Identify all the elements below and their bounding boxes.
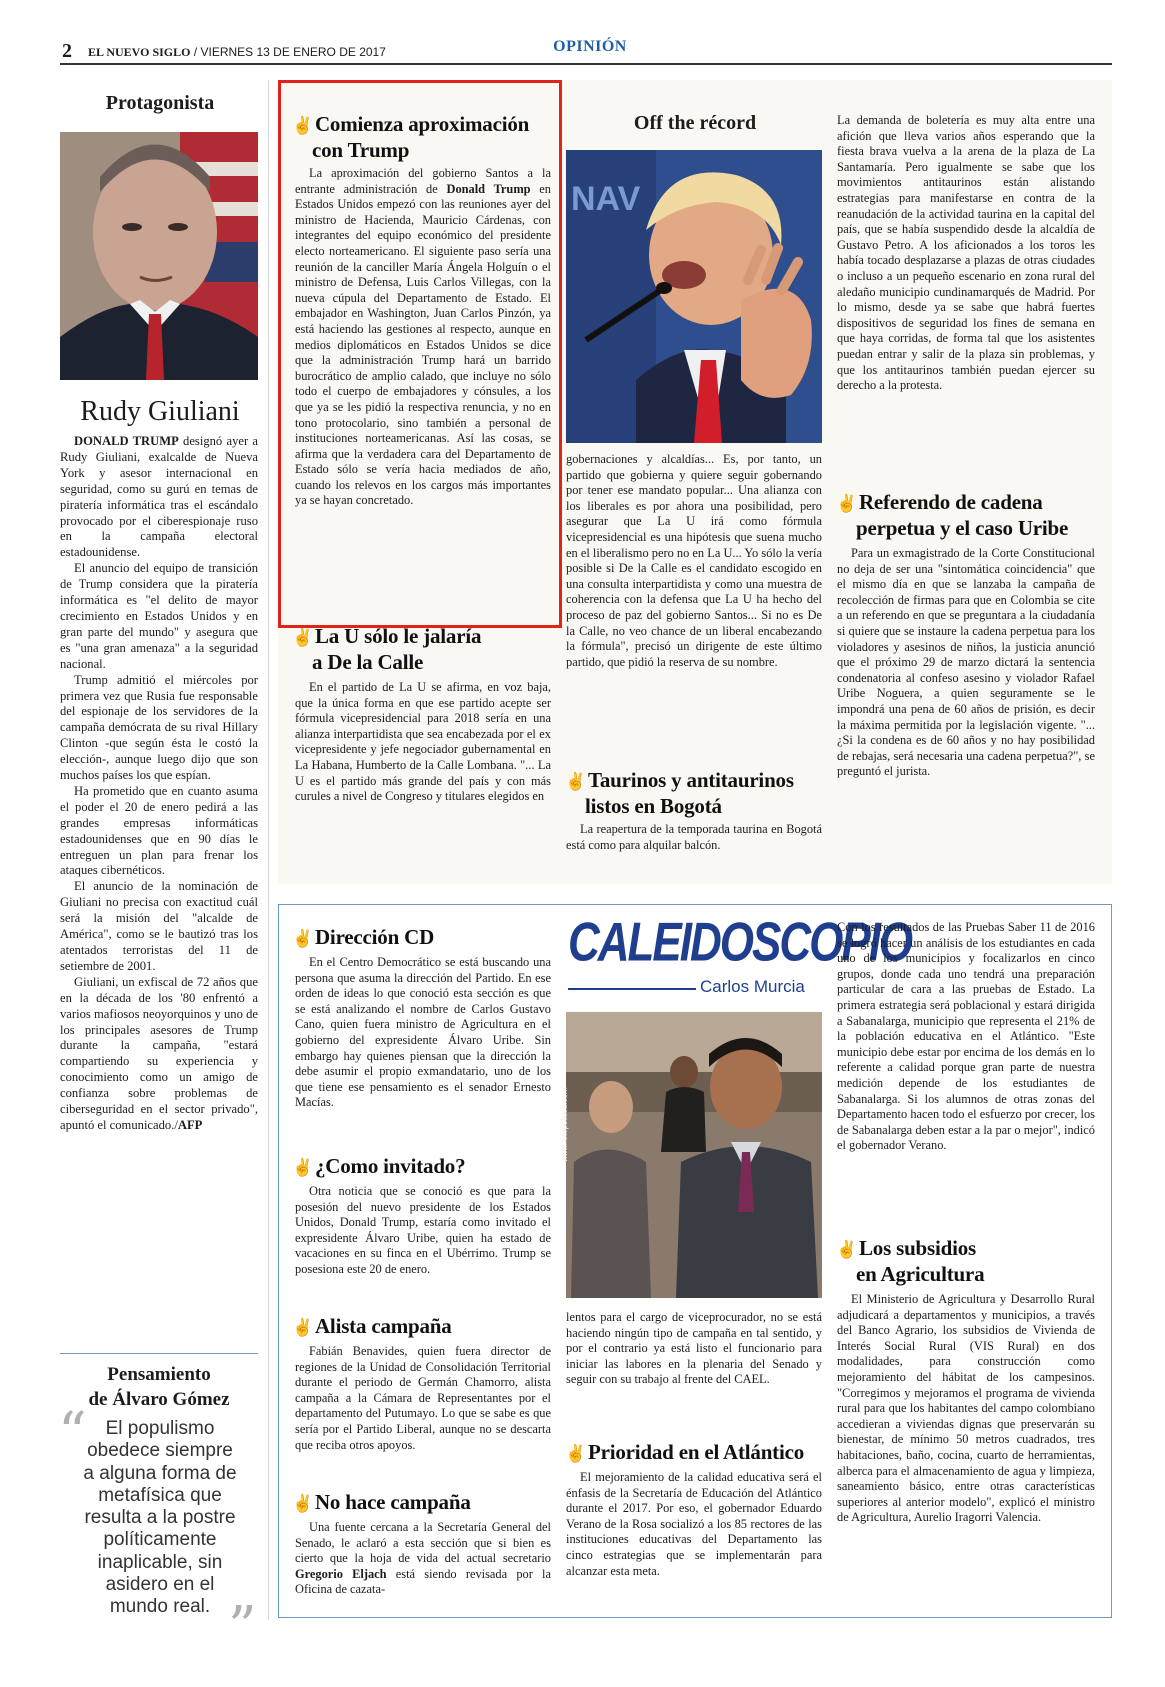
trump-photo: [566, 150, 822, 443]
alista-body: [295, 1344, 551, 1453]
direccion-title-l1: Dirección CD: [314, 925, 435, 949]
no-hace-text: lentos para el cargo de viceprocurador, no se está haciendo ningún tipo de campaña en tal sentido, y por el contrario ya está listo el funcionario para iniciar las labores en la plenaria del Senado y seguir con su trabajo al frente del CAEL.: [566, 1310, 822, 1387]
protagonista-paragraph: Ha prometido que en cuanto asuma el poder el 20 de enero pedirá a las grandes empresas informáticas estadounidenses que en 90 días le entreguen un plan para frenar los ataques cibernéticos.: [60, 783, 258, 878]
aproximacion-text: La aproximación del gobierno Santos a la entrante administración de: [295, 166, 551, 196]
taurinos-continuation: [837, 113, 1095, 394]
masthead-dateline: EL NUEVO SIGLO / VIERNES 13 DE ENERO DE 2017: [88, 45, 386, 59]
quote-close-mark: ”: [228, 1595, 257, 1660]
no-hace-title-l1: No hace campaña: [314, 1490, 471, 1514]
alista-text: Fabián Benavides, quien fuera director de regiones de la Unidad de Consolidación Territorial durante el periodo de Germán Chamorro, alista campaña a la Cámara de Representantes por el departamento del Putumayo. Lo que se sabe es que sería por el Partido Liberal, aunque no se descarta que reciba otros apoyos.: [295, 1344, 551, 1452]
protagonista-paragraph: designó ayer a Rudy Giuliani, exalcalde de Nueva York y asesor internacional en seguridad, como su gurú en temas de piratería informática tras el escándalo provocado por el ciberespionaje ruso en la campaña electoral estadounidense.: [60, 434, 258, 560]
left-column-divider: [60, 1353, 258, 1354]
victory-hand-icon: ✌: [565, 772, 586, 791]
victory-hand-icon: ✌: [292, 628, 313, 647]
pensamiento-title-line1: Pensamiento: [107, 1364, 211, 1385]
la-u-text: En el partido de La U se afirma, en voz baja, que la única forma en que ese partido acepte ser fórmula vicepresidencial para 2018 sería en una alianza interpartidista que sea encabezada por el ex vicepresidente y jefe negociador gubernamental en La Habana, Humberto de la Calle Lombana. "... La U es el partido más grande del país y con más curules a nivel de Congreso y titulares elegidos en: [295, 680, 551, 804]
victory-hand-icon: ✌: [292, 1318, 313, 1337]
direccion-body: [295, 955, 551, 1111]
direccion-headline: [292, 925, 554, 951]
aproximacion-title-l1: Comienza aproximación: [314, 112, 530, 136]
svg-text:NAV: NAV: [571, 180, 641, 218]
la-u-body: [295, 680, 551, 805]
pensamiento-quote: El populismo obedece siempre a alguna forma de metafísica que resulta a la postre políticamente inaplicable, sin asidero en el mundo real.: [83, 1418, 237, 1618]
atlantico-title-l1: Prioridad en el Atlántico: [587, 1440, 805, 1464]
victory-hand-icon: ✌: [292, 929, 313, 948]
aproximacion-text: en Estados Unidos empezó con las reuniones ayer del ministro de Hacienda, Mauricio Cárdenas, con integrantes del equipo económico del presidente electo norteamericano. El siguiente paso sería una reunión de la canciller María Ángela Holguín o el ministro de Defensa, Luis Carlos Villegas, con la nueva cúpula del Departamento de Estado. El embajador en Washington, Juan Carlos Pinzón, ya está haciendo las gestiones al respecto, aunque en medios diplomáticos en Estados Unidos se dice que la administración Trump hará un barrido burocrático de amplio calado, que incluye no sólo todo el cuerpo de embajadores y cónsules, a los que ya se les pidió la respectiva renuncia, y no en tono protocolario, sino también a personal de instituciones norteamericanas. Así las cosas, se afirma que la verdadera cara del Departamento de Estado sólo se vería hacia mediados de año, cuando los relevos en los cargos más importantes ya se hayan concretado.: [295, 181, 551, 508]
protagonista-paragraph: El anuncio de la nominación de Giuliani no precisa con exactitud cuál será la misión del "alcalde de América", como se le bautizó tras los atentados terroristas del 11 de setiembre de 2001.: [60, 879, 258, 973]
meeting-photo: [560, 1012, 822, 1298]
la-u-title-l1: La U sólo le jalaría: [314, 624, 482, 648]
aproximacion-body: [295, 166, 551, 509]
photo-credit: www.fotopolitica.com: [560, 1087, 569, 1162]
alista-headline: [292, 1314, 554, 1340]
subsidios-title-l1: Los subsidios: [858, 1236, 977, 1260]
subsidios-title-l2: en Agricultura: [856, 1262, 985, 1286]
taurinos-title-l2: listos en Bogotá: [585, 794, 722, 818]
subsidios-headline: [836, 1236, 1106, 1287]
news-agency-credit: AFP: [177, 1117, 203, 1132]
protagonista-paragraph: El anuncio del equipo de transición de Trump considera que la piratería informática es "el delito de mayor crecimiento en Estados Unidos y en gran parte del mundo" y asegura que es "una gran amenaza" a la seguridad nacional.: [60, 561, 258, 671]
referendo-headline: [836, 490, 1106, 541]
alista-title-l1: Alista campaña: [314, 1314, 452, 1338]
la-u-continuation: [566, 452, 822, 670]
la-u-headline: [292, 624, 554, 675]
victory-hand-icon: ✌: [292, 116, 313, 135]
no-hace-text: está siendo revisada por la Oficina de cazata-: [295, 1566, 551, 1597]
taurinos-text: La reapertura de la temporada taurina en Bogotá está como para alquilar balcón.: [566, 822, 822, 852]
invitado-headline: [292, 1154, 554, 1180]
subsidios-body: [837, 1292, 1095, 1526]
no-hace-headline: [292, 1490, 554, 1516]
column-author: Carlos Murcia: [700, 977, 805, 996]
referendo-title-l1: Referendo de cadena: [858, 490, 1043, 514]
referendo-body: [837, 546, 1095, 780]
invitado-text: Otra noticia que se conoció es que para la posesión del nuevo presidente de los Estados Unidos, Donald Trump, estaría como invitado el expresidente Álvaro Uribe, quien ha estado de vacaciones en su finca en el Ubérrimo. Trump se posesiona este 20 de enero.: [295, 1184, 551, 1276]
no-hace-body: [295, 1520, 551, 1598]
invitado-body: [295, 1184, 551, 1278]
atlantico-headline: [565, 1440, 827, 1466]
aproximacion-headline: [292, 112, 554, 163]
pensamiento-title: [60, 1362, 258, 1412]
victory-hand-icon: ✌: [836, 494, 857, 513]
referendo-title-l2: perpetua y el caso Uribe: [856, 516, 1069, 540]
column-rule: [268, 80, 269, 1620]
atlantico-continuation: [837, 920, 1095, 1154]
protagonista-paragraph: Giuliani, un exfiscal de 72 años que en la década de los '80 enfrentó a varios mafiosos neoyorquinos y uno de los principales asesores de Trump durante la campaña, "estará compartiendo su experiencia y conocimiento como un amigo de confianza sobre problemas de ciberseguridad en el sector privado", apuntó el comunicado./: [60, 974, 258, 1132]
no-hace-bold-name: Gregorio Eljach: [295, 1566, 387, 1581]
caleidoscopio-rule: [568, 988, 696, 990]
pensamiento-title-line2: de Álvaro Gómez: [88, 1389, 230, 1410]
victory-hand-icon: ✌: [565, 1444, 586, 1463]
victory-hand-icon: ✌: [292, 1494, 313, 1513]
issue-date: VIERNES 13 DE ENERO DE 2017: [200, 45, 386, 59]
taurinos-text: La demanda de boletería es muy alta entre una afición que lleva varios años esperando que la fiesta brava vuelva a la arena de la plaza de La Santamaría. Pero igualmente se sabe que los movimientos antitaurinos están alistando estrategias para manifestarse en contra de la reanudación de la actividad taurina en la capital del país, que se había suspendido desde la alcaldía de Gustavo Petro. A los aficionados a los toros les había tocado desplazarse a plazas de otras ciudades o incluso a un pequeño escenario en zona rural del aledaño municipio cundinamarqués de Madrid. Por lo mismo, desde ya se sabe que habrá fuertes dispositivos de seguridad los fines de semana en que haya corridas, de forma tal que los asistentes puedan entrar y salir de la plaza sin problemas, y que los antitaurinos también puedan ejercer su derecho a la protesta.: [837, 113, 1095, 393]
officials-meeting-illustration: [566, 1012, 822, 1298]
caleidoscopio-title: CALEIDOSCOPIO: [568, 911, 912, 973]
quote-open-mark: “: [58, 1401, 87, 1466]
header-rule: [60, 63, 1112, 65]
referendo-text: Para un exmagistrado de la Corte Constitucional no deja de ser una "sintomática coincidencia" que el mismo día en que se lanzaba la campaña de recolección de firmas para que en Colombia se cite a un referendo en que se preguntara a la ciudadanía si quiere que se instaure la cadena perpetua para los violadores y asesinos de niños, la justicia anunció que el próximo 29 de marzo dictará la sentencia condenatoria al confeso asesino y violador Rafael Uribe Noguera, a quien seguramente se le impondrá una pena de 60 años de prisión, es decir la máxima permitida por la legislación vigente. "... ¿Si la condena es de 60 años y no hay posibilidad de rebajas, será necesaria una cadena perpetua?", se preguntó el jurista.: [837, 546, 1095, 779]
la-u-title-l2: a De la Calle: [312, 650, 424, 674]
off-record-label: Off the récord: [633, 112, 757, 134]
victory-hand-icon: ✌: [292, 1158, 313, 1177]
taurinos-title-l1: Taurinos y antitaurinos: [587, 768, 794, 792]
taurinos-headline: [565, 768, 827, 819]
direccion-text: En el Centro Democrático se está buscando una persona que asuma la dirección del Partido. En ese orden de ideas lo que conoció esta sección es que se está analizando el nombre de Carlos Gustavo Cano, quien fuera ministro de Agricultura en el gobierno del expresidente Álvaro Uribe. Sin embargo hay quienes piensan que la dirección la debe asumir el propio exmandatario, uno de los que tiene ese pensamiento es el senador Ernesto Macías.: [295, 955, 551, 1110]
atlantico-text: El mejoramiento de la calidad educativa será el énfasis de la Secretaría de Educación del Atlántico durante el 2017. Por eso, el gobernador Eduardo Verano de la Rosa socializó a los 85 rectores de las instituciones educativas del Departamento las cinco estrategias que se implementarán para alcanzar esta meta.: [566, 1470, 822, 1578]
aproximacion-bold-name: Donald Trump: [446, 181, 531, 196]
subsidios-text: El Ministerio de Agricultura y Desarrollo Rural adjudicará a departamentos y municipios, a través del Banco Agrario, los subsidios de Vivienda de Interés Social Rural (VIS Rural) en dos modalidades, para construcción como mejoramiento del hábitat de los campesinos. "Corregimos y mejoramos el programa de vivienda rural para que los habitantes del campo colombiano accedieran a viviendas dignas que preservarán su bienestar, de mínimo 50 metros cuadrados, tres habitaciones, baño, cocina, cuarto de herramientas, alberca para el almacenamiento de agua y limpieza, saneamiento básico, entre otras características superiores al anterior modelo", explicó el ministro de Agricultura, Aurelio Iragorri Valencia.: [837, 1292, 1095, 1525]
protagonista-name: Rudy Giuliani: [80, 396, 240, 427]
trump-speaking-illustration: [566, 150, 822, 443]
protagonista-lead-name: DONALD TRUMP: [74, 434, 179, 448]
no-hace-text: Una fuente cercana a la Secretaría General del Senado, le aclaró a esta sección que si bien es cierto que la hoja de vida del actual secretario: [295, 1520, 551, 1566]
taurinos-body: [566, 822, 822, 853]
no-hace-continuation: [566, 1310, 822, 1388]
victory-hand-icon: ✌: [836, 1240, 857, 1259]
section-title: OPINIÓN: [553, 38, 627, 55]
protagonista-paragraph: Trump admitió el miércoles por primera vez que Rusia fue responsable del espionaje de los servidores de la campaña demócrata de su rival Hillary Clinton -que según ésta le costó la elección-, aunque luego dijo que son muchos países los que espían.: [60, 672, 258, 783]
la-u-text: gobernaciones y alcaldías... Es, por tanto, un partido que gobierna y quiere seguir gobernando por tener ese mandato popular... Una alianza con los liberales es por ahora una posibilidad, pero asegurar que La U irá como fórmula vicepresidencial es una hipótesis que suena mucho en el liberalismo pero no en La U... Yo sólo la vería posible si De la Calle es el candidato escogido en una consulta interpartidista y como una muestra de coherencia con la defensa que La U ha hecho del proceso de paz del gobierno Santos... Si no es De la Calle, no veo chance de un liberal encabezando la fórmula", precisó un dirigente de este último partido, que pidió la reserva de su nombre.: [566, 452, 822, 669]
atlantico-text: Con los resultados de las Pruebas Saber 11 de 2016 se logró hacer un análisis de los estudiantes en cada uno de los municipios y focalizarlos en cinco grupos, donde cada uno tendrá una preparación particular de cara a las pruebas de Estado. La primera estrategia será poblacional y estará dirigida a Sabanalarga, municipio que representa el 21% de la población educativa en el Atlántico. "Este municipio debe estar por encima de los demás en lo referente a calidad porque gran parte de nuestra medición depende de los estudiantes de Sabanalarga. Si los alumnos de otras zonas del Departamento hacen todo el esfuerzo por crecer, los de Sabanalarga deben estar a la par o mejor", indicó el gobernador Verano.: [837, 920, 1095, 1153]
paper-name: EL NUEVO SIGLO: [88, 45, 191, 59]
giuliani-portrait-illustration: [60, 132, 258, 380]
protagonista-label: Protagonista: [105, 92, 215, 114]
atlantico-body: [566, 1470, 822, 1579]
protagonista-body: [60, 434, 258, 1134]
giuliani-photo: [60, 132, 258, 380]
aproximacion-title-l2: con Trump: [312, 138, 410, 162]
page-number: 2: [62, 40, 72, 62]
invitado-title-l1: ¿Como invitado?: [314, 1154, 466, 1178]
